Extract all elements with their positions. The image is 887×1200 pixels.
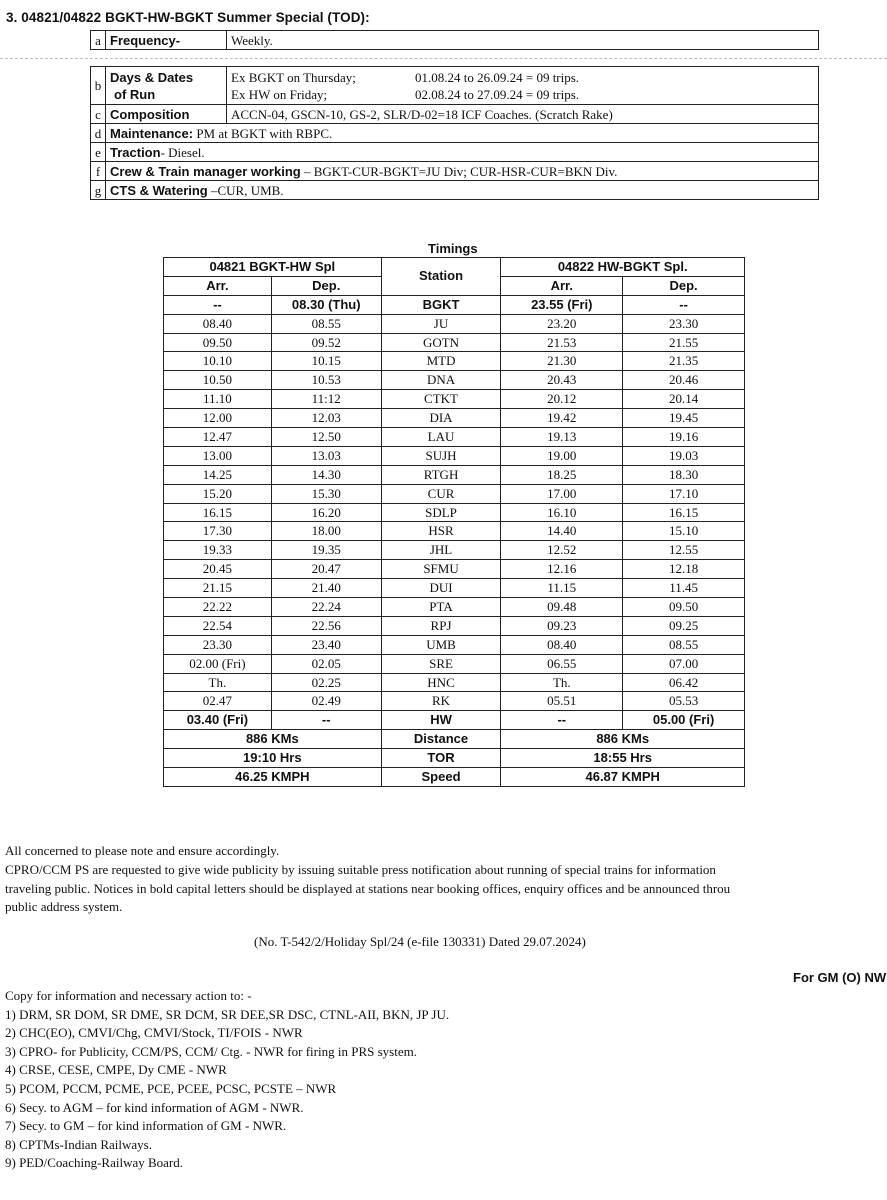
up-arrival-cell: 17.30 (164, 522, 272, 541)
down-dep-header: Dep. (623, 276, 745, 295)
frequency-label: Frequency- (106, 31, 227, 50)
down-departure-cell: 06.42 (623, 673, 745, 692)
summary-label-cell: Speed (381, 768, 501, 787)
down-arrival-cell: 19.13 (501, 428, 623, 447)
down-arrival-cell: 09.48 (501, 598, 623, 617)
down-departure-cell: 09.50 (623, 598, 745, 617)
cts-value: –CUR, UMB. (207, 182, 284, 198)
up-departure-cell: 11:12 (271, 390, 381, 409)
up-departure-cell: 02.25 (271, 673, 381, 692)
up-summary-cell: 46.25 KMPH (164, 768, 382, 787)
down-arrival-cell: 19.42 (501, 409, 623, 428)
note-line-3: traveling public. Notices in bold capital letters should be displayed at stations near booking offices, enquiry offices and be announced throu (5, 881, 731, 896)
down-arrival-cell: Th. (501, 673, 623, 692)
down-departure-cell: 05.00 (Fri) (623, 711, 745, 730)
up-arrival-cell: 11.10 (164, 390, 272, 409)
station-cell: MTD (381, 352, 501, 371)
down-summary-cell: 46.87 KMPH (501, 768, 745, 787)
timing-row (164, 333, 745, 352)
down-departure-cell: 20.46 (623, 371, 745, 390)
info-index: b (91, 67, 106, 105)
info-index: e (91, 143, 106, 162)
copy-item: 5) PCOM, PCCM, PCME, PCE, PCEE, PCSC, PCSTE – NWR (5, 1080, 337, 1096)
down-departure-cell: 21.55 (623, 333, 745, 352)
timing-row (164, 673, 745, 692)
station-cell: SRE (381, 654, 501, 673)
section-title: 3. 04821/04822 BGKT-HW-BGKT Summer Special (TOD): (6, 10, 370, 25)
up-arrival-cell: 08.40 (164, 314, 272, 333)
timing-row (164, 560, 745, 579)
station-cell: RTGH (381, 465, 501, 484)
info-table-frequency (90, 30, 819, 50)
copy-item: 8) CPTMs-Indian Railways. (5, 1136, 152, 1152)
timing-row (164, 484, 745, 503)
copy-item: 7) Secy. to GM – for kind information of GM - NWR. (5, 1118, 287, 1134)
down-summary-cell: 886 KMs (501, 730, 745, 749)
note-line-2: CPRO/CCM PS are requested to give wide publicity by issuing suitable press notification about running of special trains for information (5, 862, 716, 877)
station-cell: JU (381, 314, 501, 333)
up-arrival-cell: -- (164, 295, 272, 314)
down-departure-cell: 20.14 (623, 390, 745, 409)
down-arrival-cell: 11.15 (501, 579, 623, 598)
crew-label: Crew & Train manager working (110, 163, 301, 179)
up-arrival-cell: 12.47 (164, 428, 272, 447)
days-dates-label (106, 67, 227, 105)
timing-row (164, 446, 745, 465)
down-arrival-cell: 23.20 (501, 314, 623, 333)
up-departure-cell: 22.56 (271, 616, 381, 635)
down-arrival-cell: 21.53 (501, 333, 623, 352)
station-cell: HNC (381, 673, 501, 692)
station-cell: RPJ (381, 616, 501, 635)
down-departure-cell: 17.10 (623, 484, 745, 503)
station-cell: HSR (381, 522, 501, 541)
timings-table (163, 257, 745, 787)
up-arrival-cell: 09.50 (164, 333, 272, 352)
up-departure-cell: 14.30 (271, 465, 381, 484)
down-arrival-cell: 21.30 (501, 352, 623, 371)
down-arrival-cell: 14.40 (501, 522, 623, 541)
up-departure-cell: 12.03 (271, 409, 381, 428)
up-departure-cell: 21.40 (271, 579, 381, 598)
down-arrival-cell: 19.00 (501, 446, 623, 465)
station-cell: DIA (381, 409, 501, 428)
note-line-1: All concerned to please note and ensure accordingly. (5, 843, 280, 858)
copy-section (5, 987, 449, 1173)
timing-row (164, 635, 745, 654)
timing-row (164, 616, 745, 635)
station-cell: HW (381, 711, 501, 730)
timing-row (164, 371, 745, 390)
up-arrival-cell: 22.22 (164, 598, 272, 617)
station-cell: DNA (381, 371, 501, 390)
timing-row (164, 465, 745, 484)
down-departure-cell: 19.03 (623, 446, 745, 465)
timing-row (164, 579, 745, 598)
down-train-header: 04822 HW-BGKT Spl. (501, 258, 745, 277)
copy-item: 3) CPRO- for Publicity, CCM/PS, CCM/ Ctg. - NWR for firing in PRS system. (5, 1043, 417, 1059)
down-arrival-cell: 12.16 (501, 560, 623, 579)
up-arrival-cell: Th. (164, 673, 272, 692)
copy-list (5, 1006, 449, 1173)
timing-row (164, 409, 745, 428)
copy-item: 1) DRM, SR DOM, SR DME, SR DCM, SR DEE,SR DSC, CTNL-AII, BKN, JP JU. (5, 1006, 450, 1022)
crew-value: – BGKT-CUR-BGKT=JU Div; CUR-HSR-CUR=BKN Div. (300, 163, 618, 179)
down-departure-cell: 07.00 (623, 654, 745, 673)
up-arr-header: Arr. (164, 276, 272, 295)
up-departure-cell: -- (271, 711, 381, 730)
up-arrival-cell: 02.00 (Fri) (164, 654, 272, 673)
down-departure-cell: 16.15 (623, 503, 745, 522)
down-arrival-cell: 20.12 (501, 390, 623, 409)
run-down-dates: 02.08.24 to 27.09.24 = 09 trips. (415, 86, 580, 102)
copy-item: 9) PED/Coaching-Railway Board. (5, 1155, 183, 1171)
station-header: Station (381, 258, 501, 296)
up-departure-cell: 02.49 (271, 692, 381, 711)
info-index: c (91, 105, 106, 124)
cts-label: CTS & Watering (110, 182, 208, 198)
down-arrival-cell: 09.23 (501, 616, 623, 635)
up-arrival-cell: 02.47 (164, 692, 272, 711)
up-arrival-cell: 14.25 (164, 465, 272, 484)
up-departure-cell: 22.24 (271, 598, 381, 617)
run-up-dates: 01.08.24 to 26.09.24 = 09 trips. (415, 69, 580, 85)
down-departure-cell: 12.18 (623, 560, 745, 579)
info-index: f (91, 162, 106, 181)
up-arrival-cell: 10.50 (164, 371, 272, 390)
summary-row (164, 749, 745, 768)
down-departure-cell: 08.55 (623, 635, 745, 654)
station-cell: UMB (381, 635, 501, 654)
down-arrival-cell: 05.51 (501, 692, 623, 711)
up-departure-cell: 08.30 (Thu) (271, 295, 381, 314)
up-train-header: 04821 BGKT-HW Spl (164, 258, 382, 277)
down-arrival-cell: 23.55 (Fri) (501, 295, 623, 314)
timing-row (164, 654, 745, 673)
days-dates-label-line1: Days & Dates (110, 69, 194, 85)
up-departure-cell: 23.40 (271, 635, 381, 654)
timing-row (164, 390, 745, 409)
info-index: a (91, 31, 106, 50)
down-departure-cell: 19.16 (623, 428, 745, 447)
up-arrival-cell: 12.00 (164, 409, 272, 428)
station-cell: JHL (381, 541, 501, 560)
station-cell: BGKT (381, 295, 501, 314)
timing-row (164, 428, 745, 447)
down-arrival-cell: 18.25 (501, 465, 623, 484)
station-cell: CTKT (381, 390, 501, 409)
down-departure-cell: 09.25 (623, 616, 745, 635)
station-cell: CUR (381, 484, 501, 503)
summary-label-cell: Distance (381, 730, 501, 749)
up-arrival-cell: 13.00 (164, 446, 272, 465)
up-arrival-cell: 20.45 (164, 560, 272, 579)
run-up-days: Ex BGKT on Thursday; (231, 69, 356, 85)
up-arrival-cell: 10.10 (164, 352, 272, 371)
summary-row (164, 768, 745, 787)
up-summary-cell: 886 KMs (164, 730, 382, 749)
up-departure-cell: 15.30 (271, 484, 381, 503)
composition-value: ACCN-04, GSCN-10, GS-2, SLR/D-02=18 ICF Coaches. (Scratch Rake) (227, 105, 819, 124)
timings-title: Timings (428, 241, 478, 256)
composition-label: Composition (106, 105, 227, 124)
down-arrival-cell: 12.52 (501, 541, 623, 560)
down-departure-cell: 21.35 (623, 352, 745, 371)
down-departure-cell: -- (623, 295, 745, 314)
up-dep-header: Dep. (271, 276, 381, 295)
up-departure-cell: 20.47 (271, 560, 381, 579)
timing-row (164, 598, 745, 617)
up-departure-cell: 10.15 (271, 352, 381, 371)
up-summary-cell: 19:10 Hrs (164, 749, 382, 768)
summary-row (164, 730, 745, 749)
signature-line: For GM (O) NW (793, 970, 887, 985)
down-summary-cell: 18:55 Hrs (501, 749, 745, 768)
down-arrival-cell: 17.00 (501, 484, 623, 503)
timing-row (164, 541, 745, 560)
up-arrival-cell: 19.33 (164, 541, 272, 560)
station-cell: LAU (381, 428, 501, 447)
frequency-value: Weekly. (227, 31, 819, 50)
station-cell: SDLP (381, 503, 501, 522)
up-arrival-cell: 03.40 (Fri) (164, 711, 272, 730)
info-table (90, 66, 819, 200)
reference-number: (No. T-542/2/Holiday Spl/24 (e-file 130331) Dated 29.07.2024) (254, 934, 586, 949)
info-index: d (91, 124, 106, 143)
timing-row (164, 503, 745, 522)
timing-row (164, 692, 745, 711)
station-cell: RK (381, 692, 501, 711)
days-dates-label-line2: of Run (114, 86, 156, 102)
up-departure-cell: 16.20 (271, 503, 381, 522)
down-departure-cell: 19.45 (623, 409, 745, 428)
copy-item: 4) CRSE, CESE, CMPE, Dy CME - NWR (5, 1062, 227, 1078)
down-departure-cell: 23.30 (623, 314, 745, 333)
maintenance-value: PM at BGKT with RBPC. (196, 125, 333, 141)
down-departure-cell: 15.10 (623, 522, 745, 541)
copy-item: 2) CHC(EO), CMVI/Chg, CMVI/Stock, TI/FOIS - NWR (5, 1025, 303, 1041)
down-arrival-cell: 20.43 (501, 371, 623, 390)
up-arrival-cell: 15.20 (164, 484, 272, 503)
up-arrival-cell: 21.15 (164, 579, 272, 598)
timing-row (164, 314, 745, 333)
summary-label-cell: TOR (381, 749, 501, 768)
traction-value: - Diesel. (160, 144, 205, 160)
timing-row (164, 711, 745, 730)
info-index: g (91, 181, 106, 200)
up-departure-cell: 12.50 (271, 428, 381, 447)
station-cell: SUJH (381, 446, 501, 465)
up-departure-cell: 19.35 (271, 541, 381, 560)
up-departure-cell: 08.55 (271, 314, 381, 333)
down-arr-header: Arr. (501, 276, 623, 295)
run-down-days: Ex HW on Friday; (231, 86, 328, 102)
up-departure-cell: 18.00 (271, 522, 381, 541)
up-departure-cell: 09.52 (271, 333, 381, 352)
up-arrival-cell: 22.54 (164, 616, 272, 635)
copy-heading: Copy for information and necessary action to: - (5, 988, 252, 1003)
up-departure-cell: 13.03 (271, 446, 381, 465)
down-departure-cell: 11.45 (623, 579, 745, 598)
up-arrival-cell: 16.15 (164, 503, 272, 522)
up-arrival-cell: 23.30 (164, 635, 272, 654)
maintenance-label: Maintenance: (110, 125, 194, 141)
down-departure-cell: 18.30 (623, 465, 745, 484)
station-cell: GOTN (381, 333, 501, 352)
page-divider (0, 58, 887, 59)
down-arrival-cell: 08.40 (501, 635, 623, 654)
down-arrival-cell: -- (501, 711, 623, 730)
timing-row (164, 352, 745, 371)
up-departure-cell: 10.53 (271, 371, 381, 390)
down-departure-cell: 05.53 (623, 692, 745, 711)
timing-row (164, 522, 745, 541)
up-departure-cell: 02.05 (271, 654, 381, 673)
down-arrival-cell: 06.55 (501, 654, 623, 673)
traction-label: Traction (110, 144, 161, 160)
station-cell: PTA (381, 598, 501, 617)
down-departure-cell: 12.55 (623, 541, 745, 560)
timing-row (164, 295, 745, 314)
down-arrival-cell: 16.10 (501, 503, 623, 522)
station-cell: DUI (381, 579, 501, 598)
station-cell: SFMU (381, 560, 501, 579)
note-line-4: public address system. (5, 899, 123, 914)
days-dates-value (227, 67, 819, 105)
copy-item: 6) Secy. to AGM – for kind information of AGM - NWR. (5, 1099, 304, 1115)
